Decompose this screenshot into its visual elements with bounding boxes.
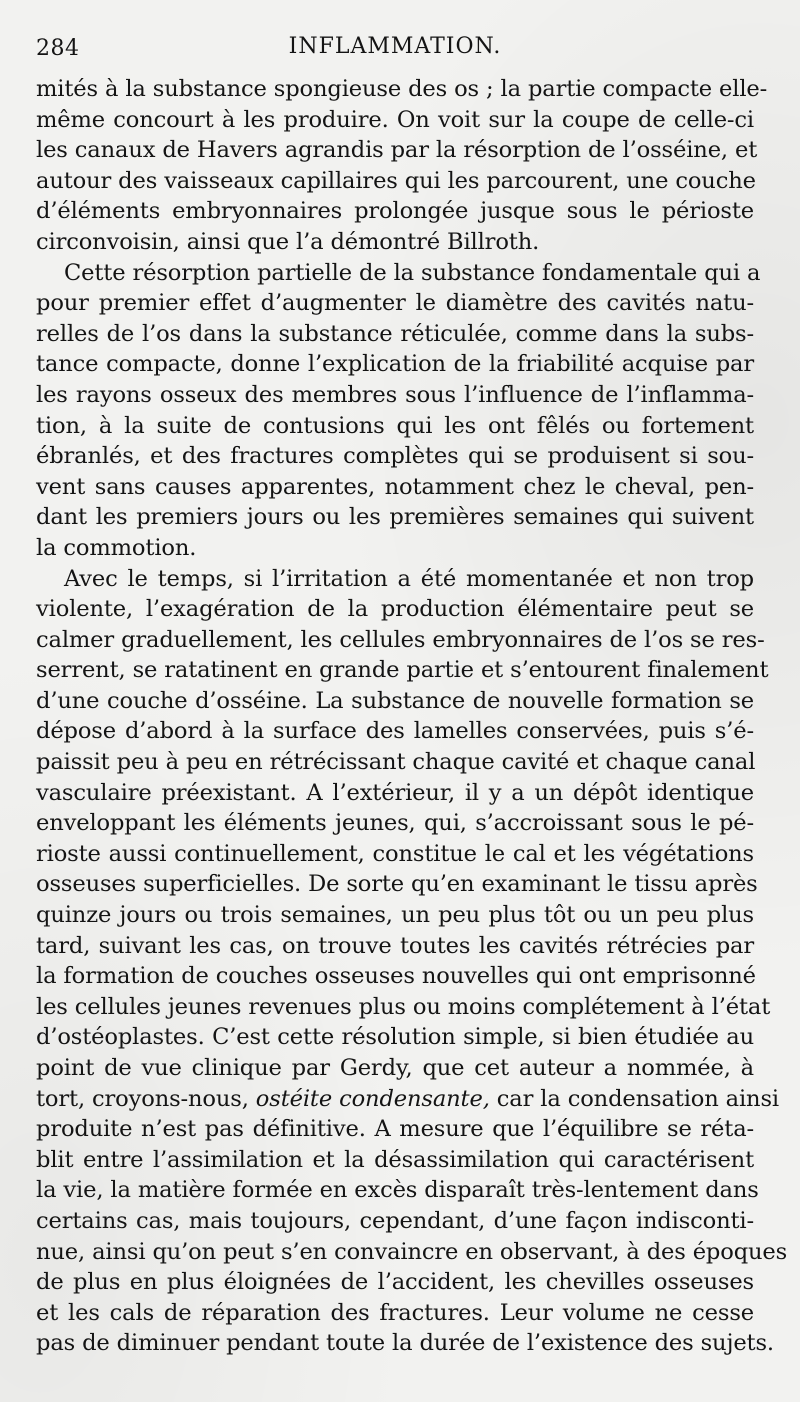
text-line: osseuses superficielles. De sorte qu’en examinant le tissu après [36,871,758,898]
text-line-italic [36,1084,779,1115]
running-title: INFLAMMATION. [288,34,502,59]
paragraph-3 [36,564,788,1359]
text-line: ébranlés, et des fractures complètes qui se produisent si sou- [36,443,754,470]
paragraph-2 [36,258,761,564]
text-line: quinze jours ou trois semaines, un peu plus tôt ou un peu plus [36,902,754,929]
text-line: de plus en plus éloignées de l’accident, les chevilles osseuses [36,1269,754,1296]
text-run: car la condensation ainsi [489,1085,779,1112]
text-line: la vie, la matière formée en excès disparaît très-lentement dans [36,1177,759,1204]
paragraph-1 [36,74,768,258]
text-line: violente, l’exagération de la production élémentaire peut se [36,596,754,623]
italic-term: ostéite condensante, [255,1085,490,1112]
text-line: dant les premiers jours ou les premières semaines qui suivent [36,504,754,531]
text-line: vasculaire préexistant. A l’extérieur, il y a un dépôt identique [36,779,754,806]
text-line: Avec le temps, si l’irritation a été momentanée et non trop [64,565,754,592]
text-line: tard, suivant les cas, on trouve toutes les cavités rétrécies par [36,932,754,959]
page-number: 284 [36,36,80,61]
text-line: calmer graduellement, les cellules embryonnaires de l’os se res- [36,626,765,653]
text-line: produite n’est pas définitive. A mesure que l’équilibre se réta- [36,1116,754,1143]
text-line: point de vue clinique par Gerdy, que cet auteur a nommée, à [36,1055,754,1081]
body-text [36,74,788,1359]
text-line: serrent, se ratatinent en grande partie et s’entourent finalement [36,657,769,684]
text-line: relles de l’os dans la substance réticulée, comme dans la subs- [36,320,754,347]
text-line: nue, ainsi qu’on peut s’en convaincre en observant, à des époques [36,1238,788,1265]
text-line: d’une couche d’osséine. La substance de nouvelle formation se [36,687,754,714]
text-line: circonvoisin, ainsi que l’a démontré Billroth. [36,228,540,255]
text-line: paissit peu à peu en rétrécissant chaque cavité et chaque canal [36,749,756,776]
text-line: les cellules jeunes revenues plus ou moins complétement à l’état [36,993,771,1020]
text-line: pour premier effet d’augmenter le diamètre des cavités natu- [36,290,754,317]
text-line: blit entre l’assimilation et la désassimilation qui caractérisent [36,1146,754,1173]
text-line: dépose d’abord à la surface des lamelles conservées, puis s’é- [36,718,754,745]
text-line: autour des vaisseaux capillaires qui les parcourent, une couche [36,167,756,194]
text-line: d’éléments embryonnaires prolongée jusque sous le périoste [36,198,754,225]
text-line: d’ostéoplastes. C’est cette résolution simple, si bien étudiée au [36,1024,754,1051]
text-line: vent sans causes apparentes, notamment chez le cheval, pen- [36,473,754,500]
text-line: et les cals de réparation des fractures. Leur volume ne cesse [36,1299,754,1326]
running-head [36,28,754,62]
text-line: les rayons osseux des membres sous l’influence de l’inflamma- [36,381,754,408]
text-line: certains cas, mais toujours, cependant, d’une façon indisconti- [36,1207,754,1234]
text-line: rioste aussi continuellement, constitue le cal et les végétations [36,840,754,867]
text-line: la formation de couches osseuses nouvelles qui ont emprisonné [36,963,756,990]
text-run: tort, croyons-nous, [36,1085,256,1112]
text-line: enveloppant les éléments jeunes, qui, s’accroissant sous le pé- [36,810,754,837]
text-line: tion, à la suite de contusions qui les ont fêlés ou fortement [36,412,754,439]
text-line: Cette résorption partielle de la substance fondamentale qui a [64,259,761,286]
text-line: la commotion. [36,534,197,561]
text-line: mités à la substance spongieuse des os ; la partie compacte elle- [36,76,768,102]
text-line: même concourt à les produire. On voit sur la coupe de celle-ci [36,106,754,133]
text-line: tance compacte, donne l’explication de la friabilité acquise par [36,351,754,378]
text-line: les canaux de Havers agrandis par la résorption de l’osséine, et [36,137,758,164]
text-line: pas de diminuer pendant toute la durée de l’existence des sujets. [36,1330,774,1357]
